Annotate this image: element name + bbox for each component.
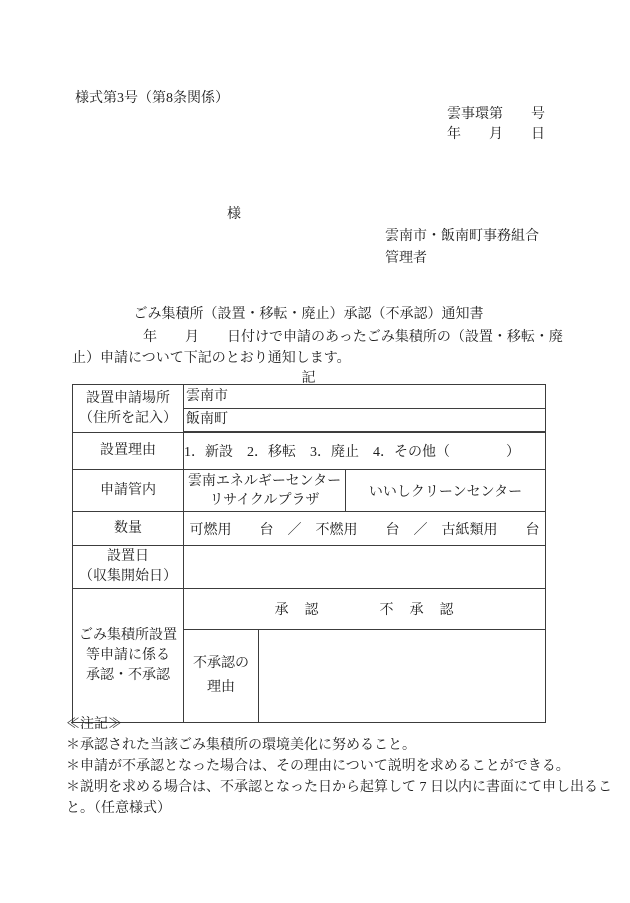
option-energy-center bbox=[184, 470, 346, 512]
field-location-city: 雲南市 bbox=[184, 386, 545, 409]
row-approval-decision bbox=[73, 589, 546, 630]
row-reason bbox=[73, 433, 546, 470]
form-number: 様式第3号（第8条関係） bbox=[75, 91, 229, 106]
field-location bbox=[184, 385, 546, 433]
label-location-line2: （住所を記入） bbox=[79, 410, 177, 426]
notes-block bbox=[66, 714, 612, 819]
label-disapproval-reason-line1: 不承認の bbox=[193, 656, 249, 671]
label-approval-line3: 承認・不承認 bbox=[86, 667, 170, 683]
option-clean-center: いいしクリーンセンター bbox=[346, 470, 546, 512]
body-paragraph-line-2: 止）申請について下記のとおり通知します。 bbox=[72, 351, 351, 366]
note-item-2: ＊申請が不承認となった場合は、その理由について説明を求めることができる。 bbox=[66, 759, 570, 774]
cell-label-reason: 設置理由 bbox=[73, 433, 184, 470]
sender-title: 管理者 bbox=[385, 251, 427, 266]
section-marker-ki: 記 bbox=[301, 371, 316, 386]
field-decision: 承 認 不 承 認 bbox=[184, 589, 546, 630]
note-item-1: ＊承認された当該ごみ集積所の環境美化に努めること。 bbox=[66, 738, 416, 753]
cell-label-location bbox=[73, 385, 184, 433]
label-approval-line1: ごみ集積所設置 bbox=[79, 627, 177, 643]
field-install-date bbox=[184, 546, 546, 589]
label-install-date-line2: （収集開始日） bbox=[79, 569, 177, 584]
option-energy-center-line1: 雲南エネルギーセンター bbox=[187, 473, 342, 489]
field-disapproval-reason bbox=[259, 630, 546, 723]
notes-heading: ≪注記≫ bbox=[66, 717, 122, 732]
body-paragraph-line-1: 年 月 日付けで申請のあったごみ集積所の（設置・移転・廃 bbox=[143, 330, 563, 345]
label-location-line1: 設置申請場所 bbox=[86, 390, 170, 406]
date-line: 年 月 日 bbox=[447, 127, 545, 142]
label-install-date-line1: 設置日 bbox=[107, 549, 149, 564]
note-item-3-continued: と。（任意様式） bbox=[66, 801, 171, 816]
cell-label-quantity: 数量 bbox=[73, 512, 184, 546]
row-quantity bbox=[73, 512, 546, 546]
row-install-date bbox=[73, 546, 546, 589]
field-reason-options: 1．新設 2．移転 3．廃止 4．その他（ ） bbox=[184, 433, 546, 470]
note-item-3: ＊説明を求める場合は、不承認となった日から起算して 7 日以内に書面にて申し出るこ bbox=[66, 780, 612, 795]
cell-label-disapproval-reason bbox=[184, 630, 259, 723]
field-location-town: 飯南町 bbox=[184, 409, 545, 432]
cell-label-jurisdiction: 申請管内 bbox=[73, 470, 184, 512]
sender-block bbox=[385, 226, 539, 270]
row-jurisdiction bbox=[73, 470, 546, 512]
label-approval-line2: 等申請に係る bbox=[86, 647, 170, 663]
form-table bbox=[72, 384, 546, 723]
document-number-block bbox=[447, 105, 545, 145]
addressee-suffix: 様 bbox=[227, 207, 241, 222]
cell-label-approval bbox=[73, 589, 184, 723]
row-location bbox=[73, 385, 546, 433]
document-number-line: 雲事環第 号 bbox=[447, 107, 545, 122]
cell-label-install-date bbox=[73, 546, 184, 589]
field-quantity: 可燃用 台 ／ 不燃用 台 ／ 古紙類用 台 bbox=[184, 512, 546, 546]
sender-organization: 雲南市・飯南町事務組合 bbox=[385, 229, 539, 244]
option-energy-center-line2: リサイクルプラザ bbox=[209, 492, 320, 508]
label-disapproval-reason-line2: 理由 bbox=[207, 680, 235, 695]
document-title: ごみ集積所（設置・移転・廃止）承認（不承認）通知書 bbox=[133, 307, 484, 322]
